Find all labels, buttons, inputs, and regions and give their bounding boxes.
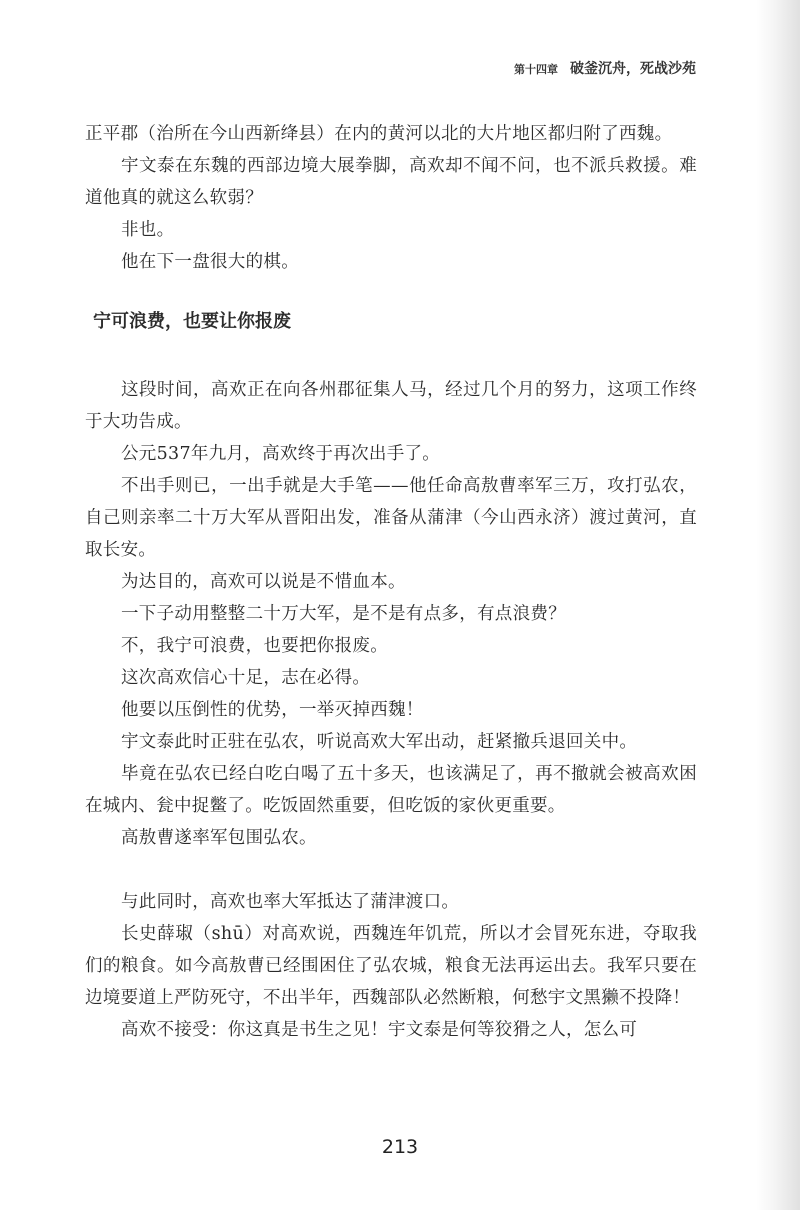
spacer: [85, 854, 697, 886]
page-number: 213: [381, 1136, 419, 1158]
chapter-number: 第十四章: [514, 63, 558, 76]
paragraph: 与此同时，高欢也率大军抵达了蒲津渡口。: [121, 892, 460, 912]
paragraph: 他在下一盘很大的棋。: [121, 252, 299, 272]
spine-shadow: [756, 0, 800, 1210]
paragraph: 不出手则已，一出手就是大手笔——他任命高敖曹率军三万，攻打弘农，自己则亲率二十万大军从晋阳出发，准备从蒲津（今山西永济）渡过黄河，直取长安。: [85, 476, 697, 560]
paragraph: 这段时间，高欢正在向各州郡征集人马，经过几个月的努力，这项工作终于大功告成。: [85, 380, 697, 432]
section-heading: 宁可浪费，也要让你报废: [93, 311, 291, 332]
chapter-title: 破釜沉舟，死战沙苑: [570, 61, 696, 77]
running-head: [514, 58, 696, 78]
paragraph: 高敖曹遂率军包围弘农。: [121, 828, 317, 848]
paragraph: 高欢不接受：你这真是书生之见！宇文泰是何等狡猾之人，怎么可: [121, 1020, 638, 1040]
paragraph: 正平郡（治所在今山西新绛县）在内的黄河以北的大片地区都归附了西魏。: [85, 124, 673, 144]
body-text: [85, 118, 697, 1046]
paragraph: 一下子动用整整二十万大军，是不是有点多，有点浪费？: [121, 604, 566, 624]
paragraph: 他要以压倒性的优势，一举灭掉西魏！: [121, 700, 424, 720]
paragraph: 不，我宁可浪费，也要把你报废。: [121, 636, 388, 656]
paragraph: 公元537年九月，高欢终于再次出手了。: [121, 444, 441, 464]
paragraph: 非也。: [121, 220, 175, 240]
spacer: [85, 338, 697, 374]
paragraph: 宇文泰在东魏的西部边境大展拳脚，高欢却不闻不问，也不派兵救援。难道他真的就这么软弱？: [85, 156, 697, 208]
paragraph: 这次高欢信心十足，志在必得。: [121, 668, 371, 688]
spacer: [85, 278, 697, 306]
paragraph: 毕竟在弘农已经白吃白喝了五十多天，也该满足了，再不撤就会被高欢困在城内、瓮中捉鳖了。吃饭固然重要，但吃饭的家伙更重要。: [85, 764, 697, 816]
paragraph: 宇文泰此时正驻在弘农，听说高欢大军出动，赶紧撤兵退回关中。: [121, 732, 638, 752]
paragraph: 长史薛琡（shū）对高欢说，西魏连年饥荒，所以才会冒死东进，夺取我们的粮食。如今高敖曹已经围困住了弘农城，粮食无法再运出去。我军只要在边境要道上严防死守，不出半年，西魏部队必然断粮，何愁宇文黑獭不投降！: [85, 924, 697, 1008]
paragraph: 为达目的，高欢可以说是不惜血本。: [121, 572, 406, 592]
